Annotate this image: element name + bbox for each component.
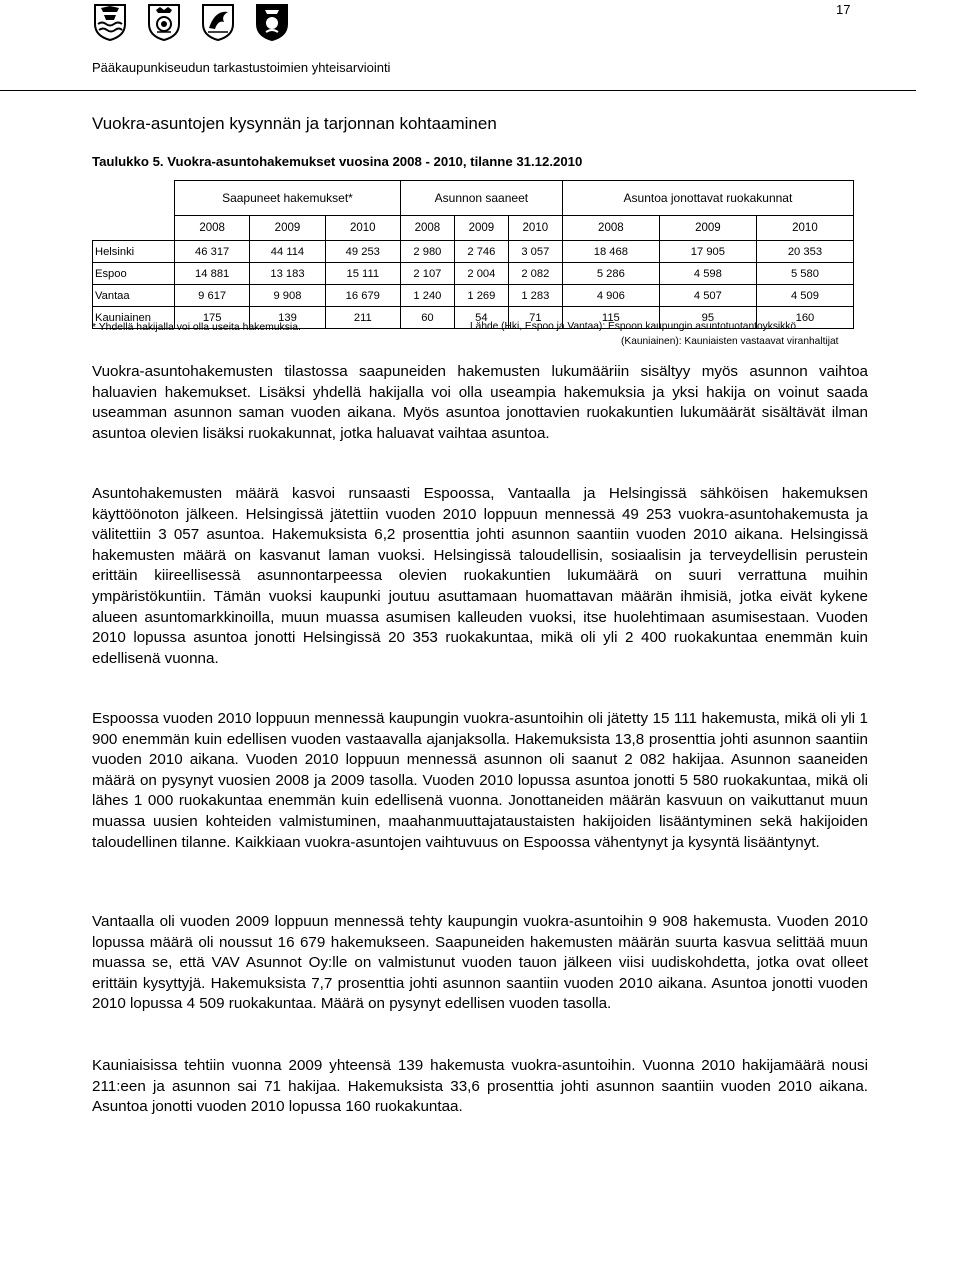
year-header-cell: 2008 (400, 216, 454, 241)
group-header-cell: Saapuneet hakemukset* (175, 181, 401, 216)
body-paragraph: Kauniaisissa tehtiin vuonna 2009 yhteensä 139 hakemusta vuokra-asuntoihin. Vuonna 2010 hakijamäärä nousi 211:een ja asunnon sai 71 hakijaa. Hakemuksista 33,6 prosenttia johti asunnon saantiin vuoden 2010 aikana. Asuntoa jonotti vuoden 2010 lopussa 160 ruokakuntaa. (92, 1057, 868, 1116)
year-header-cell: 2009 (659, 216, 756, 241)
table-cell: 5 580 (756, 263, 853, 285)
section-title: Vuokra-asuntojen kysynnän ja tarjonnan kohtaaminen (92, 114, 497, 133)
table-cell: 211 (325, 307, 400, 329)
header-text: Pääkaupunkiseudun tarkastustoimien yhteisarviointi (92, 60, 391, 75)
table-cell: 20 353 (756, 241, 853, 263)
espoo-crest-icon (146, 2, 182, 42)
table-cell: 44 114 (250, 241, 325, 263)
helsinki-crest-icon (92, 2, 128, 42)
table-cell: 160 (756, 307, 853, 329)
group-header-cell: Asuntoa jonottavat ruokakunnat (562, 181, 853, 216)
page-number: 17 (836, 2, 851, 17)
table-cell: 9 908 (250, 285, 325, 307)
table-cell: 46 317 (175, 241, 250, 263)
table-caption: Taulukko 5. Vuokra-asuntohakemukset vuosina 2008 - 2010, tilanne 31.12.2010 (92, 154, 583, 169)
table-cell: 71 (508, 307, 562, 329)
table-group-header-row (93, 181, 854, 216)
table-cell: 4 598 (659, 263, 756, 285)
applications-table (92, 180, 854, 329)
kauniainen-crest-icon (200, 2, 236, 42)
table-cell: 4 906 (562, 285, 659, 307)
header-rule (0, 90, 916, 91)
table-cell: 3 057 (508, 241, 562, 263)
table-cell: 17 905 (659, 241, 756, 263)
table-cell: 4 507 (659, 285, 756, 307)
table-cell: 1 269 (454, 285, 508, 307)
row-name-cell: Espoo (93, 263, 175, 285)
year-header-cell: 2010 (325, 216, 400, 241)
table-cell: 15 111 (325, 263, 400, 285)
row-name-cell: Kauniainen (93, 307, 175, 329)
group-header-cell: Asunnon saaneet (400, 181, 562, 216)
table-cell: 18 468 (562, 241, 659, 263)
table-cell: 16 679 (325, 285, 400, 307)
table-cell: 60 (400, 307, 454, 329)
table-source-line-1: Lähde (Hki, Espoo ja Vantaa): Espoon kaupungin asuntotuotantoyksikkö (470, 321, 797, 332)
table-cell: 2 746 (454, 241, 508, 263)
header-logos (92, 2, 290, 42)
table-row (93, 241, 854, 263)
row-name-cell: Vantaa (93, 285, 175, 307)
year-header-cell: 2010 (756, 216, 853, 241)
table-cell: 1 240 (400, 285, 454, 307)
table-cell: 2 082 (508, 263, 562, 285)
year-header-cell: 2009 (250, 216, 325, 241)
table-row (93, 285, 854, 307)
body-paragraph: Vantaalla oli vuoden 2009 loppuun mennessä tehty kaupungin vuokra-asuntoihin 9 908 hakemusta. Vuoden 2010 lopussa määrä oli noussut 16 679 hakemukseen. Saapuneiden hakemusten määrän suurta kasvua selittää muun muassa se, että VAV Asunnot Oy:lle on valmistunut vuoden tauon jälkeen viisi uudiskohdetta, jotka ovat olleet erittäin kysyttyjä. Hakemuksista 7,7 prosenttia johti asunnon saantiin vuoden 2010 aikana. Asuntoa jonotti vuoden 2010 lopussa 4 509 ruokakuntaa. Määrä on pysynyt edellisen vuoden tasolla. (92, 913, 868, 1013)
table-cell: 115 (562, 307, 659, 329)
year-header-cell: 2009 (454, 216, 508, 241)
table-cell: 5 286 (562, 263, 659, 285)
table-cell: 1 283 (508, 285, 562, 307)
table-cell: 2 107 (400, 263, 454, 285)
table-cell: 4 509 (756, 285, 853, 307)
table-cell: 54 (454, 307, 508, 329)
table-cell: 175 (175, 307, 250, 329)
year-header-cell: 2008 (562, 216, 659, 241)
table-footnote: * Yhdellä hakijalla voi olla useita hakemuksia. (92, 322, 301, 333)
table-cell: 13 183 (250, 263, 325, 285)
table-cell: 49 253 (325, 241, 400, 263)
table-row (93, 263, 854, 285)
body-paragraph: Vuokra-asuntohakemusten tilastossa saapuneiden hakemusten lukumääriin sisältyy myös asunnon vaihtoa haluavien hakemukset. Lisäksi yhdellä hakijalla voi olla useampia hakemuksia ja yksi hakija on voinut saada useamman asunnon saman vuoden aikana. Myös asuntoa jonottavien ruokakuntien lukumäärät sisältävät ilman asuntoa olevien lisäksi ruokakunnat, jotka haluavat vaihtaa asuntoa. (92, 363, 868, 442)
body-paragraph: Espoossa vuoden 2010 loppuun mennessä kaupungin vuokra-asuntoihin oli jätetty 15 111 hakemusta, mikä oli yli 1 900 enemmän kuin edellisen vuoden vastaavalla ajanjaksolla. Hakemuksista 13,8 prosenttia johti asunnon saantiin vuoden 2010 aikana. Vuoden 2010 loppuun mennessä asunnon oli saanut 2 082 hakijaa. Asunnon saaneiden määrä on pysynyt vuosien 2008 ja 2009 tasolla. Vuoden 2010 lopussa asuntoa jonotti 5 580 ruokakuntaa, mikä oli lähes 1 000 ruokakuntaa enemmän kuin edellisenä vuonna. Jonottaneiden määrän kasvuun on vaikuttanut muun muassa uusien kohteiden valmistuminen, maahanmuuttajataustaisten hakijoiden lisääntyminen sekä hakijoiden taloudellinen tilanne. Kaikkiaan vuokra-asuntojen vaihtuvuus on Espoossa vähentynyt ja kysyntä lisääntynyt. (92, 710, 868, 851)
year-header-cell: 2010 (508, 216, 562, 241)
table-cell: 2 980 (400, 241, 454, 263)
row-name-cell: Helsinki (93, 241, 175, 263)
table-cell: 139 (250, 307, 325, 329)
table-source-line-2: (Kauniainen): Kauniaisten vastaavat viranhaltijat (621, 336, 839, 347)
table-year-header-row (93, 216, 854, 241)
year-header-cell: 2008 (175, 216, 250, 241)
vantaa-crest-icon (254, 2, 290, 42)
table-cell: 95 (659, 307, 756, 329)
table-cell: 14 881 (175, 263, 250, 285)
body-paragraph: Asuntohakemusten määrä kasvoi runsaasti Espoossa, Vantaalla ja Helsingissä sähköisen hakemuksen käyttöönoton jälkeen. Helsingissä jätettiin vuoden 2010 loppuun mennessä 49 253 vuokra-asuntohakemusta ja välitettiin 3 057 asuntoa. Hakemuksista 6,2 prosenttia johti asunnon saantiin vuoden 2010 aikana. Helsingissä hakemusten määrä on kasvanut laman vuoksi. Helsingissä taloudellisin, sosiaalisin ja terveydellisin perustein erittäin kiireellisessä asunnontarpeessa olevien ruokakuntien lukumäärä on suuri verrattuna muihin ympäristökuntiin. Tämän vuoksi kaupunki joutuu asuttamaan huomattavan määrän ihmisiä, jotka eivät kykene alueen asuntomarkkinoilla, muun muassa asumisen kalleuden vuoksi, itse huolehtimaan asumisestaan. Vuoden 2010 lopussa asuntoa jonotti Helsingissä 20 353 ruokakuntaa, mikä oli yli 2 400 ruokakuntaa enemmän kuin edellisenä vuonna. (92, 485, 868, 667)
table-cell: 2 004 (454, 263, 508, 285)
table-cell: 9 617 (175, 285, 250, 307)
table-corner-cell (93, 181, 175, 241)
